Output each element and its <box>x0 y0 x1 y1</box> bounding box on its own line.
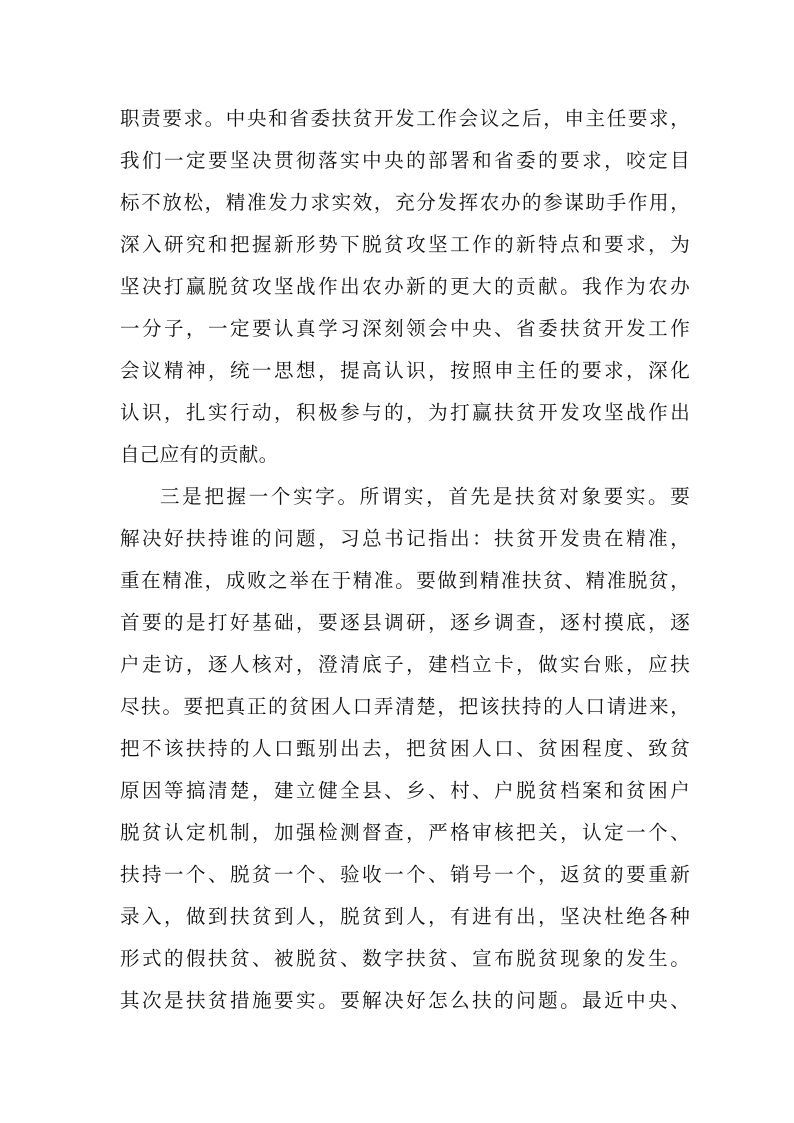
text-line: 坚决打赢脱贫攻坚战作出农办新的更大的贡献。我作为农办 <box>120 275 690 298</box>
text-line: 原因等搞清楚，建立健全县、乡、村、户脱贫档案和贫困户 <box>120 779 690 802</box>
text-line: 尽扶。要把真正的贫困人口弄清楚，把该扶持的人口请进来， <box>120 695 690 718</box>
text-line: 自己应有的贡献。 <box>120 443 279 466</box>
paragraph-start-line: 三是把握一个实字。所谓实，首先是扶贫对象要实。要 <box>160 485 690 508</box>
text-line: 首要的是打好基础，要逐县调研，逐乡调查，逐村摸底，逐 <box>120 611 690 634</box>
text-line: 会议精神，统一思想，提高认识，按照申主任的要求，深化 <box>120 359 690 382</box>
text-line: 职责要求。中央和省委扶贫开发工作会议之后，申主任要求， <box>120 107 690 130</box>
text-line: 其次是扶贫措施要实。要解决好怎么扶的问题。最近中央、 <box>120 989 690 1012</box>
text-line: 形式的假扶贫、被脱贫、数字扶贫、宣布脱贫现象的发生。 <box>120 947 690 970</box>
text-line: 把不该扶持的人口甄别出去，把贫困人口、贫困程度、致贫 <box>120 737 690 760</box>
text-line: 标不放松，精准发力求实效，充分发挥农办的参谋助手作用， <box>120 191 690 214</box>
text-line: 解决好扶持谁的问题，习总书记指出：扶贫开发贵在精准， <box>120 527 690 550</box>
body-text <box>120 98 690 1022</box>
text-line: 脱贫认定机制，加强检测督查，严格审核把关，认定一个、 <box>120 821 690 844</box>
text-line: 我们一定要坚决贯彻落实中央的部署和省委的要求，咬定目 <box>120 149 690 172</box>
text-line: 深入研究和把握新形势下脱贫攻坚工作的新特点和要求，为 <box>120 233 690 256</box>
text-line: 重在精准，成败之举在于精准。要做到精准扶贫、精准脱贫， <box>120 569 690 592</box>
text-line: 一分子，一定要认真学习深刻领会中央、省委扶贫开发工作 <box>120 317 690 340</box>
text-line: 认识，扎实行动，积极参与的，为打赢扶贫开发攻坚战作出 <box>120 401 690 424</box>
text-line: 户走访，逐人核对，澄清底子，建档立卡，做实台账，应扶 <box>120 653 690 676</box>
text-line: 录入，做到扶贫到人，脱贫到人，有进有出，坚决杜绝各种 <box>120 905 690 928</box>
text-line: 扶持一个、脱贫一个、验收一个、销号一个，返贫的要重新 <box>120 863 690 886</box>
